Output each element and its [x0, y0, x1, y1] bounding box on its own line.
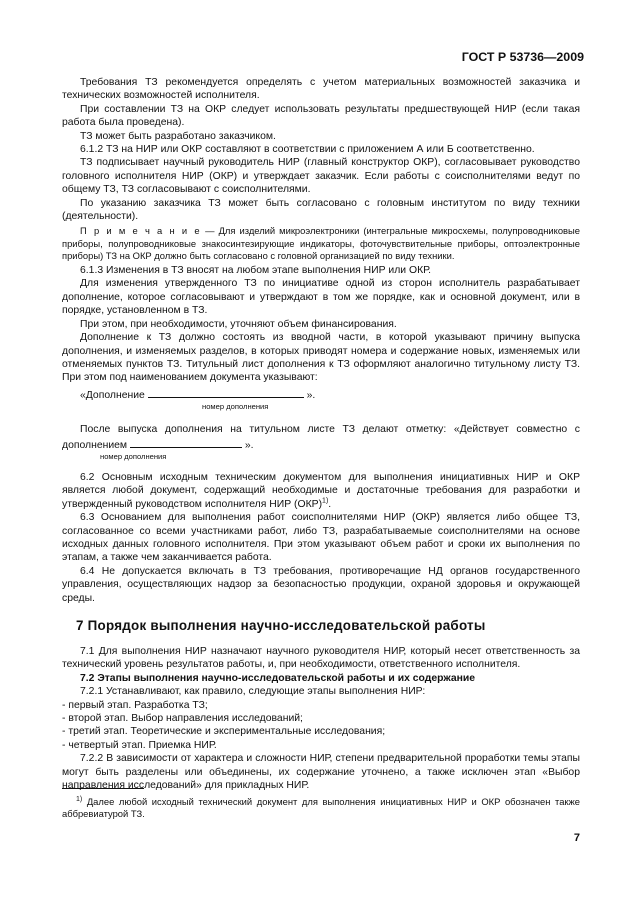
- note-text: — Для изделий микроэлектроники (интегральные микросхемы, полупроводниковые приборы, полупроводниковые знакосинтезирующие индикаторы, фоточувствительные приборы, оптоэлектронные приборы) ТЗ на ОКР должно быть согласовано с головной организацией по виду техники.: [62, 225, 580, 261]
- list-item: - первый этап. Разработка ТЗ;: [62, 699, 208, 711]
- paragraph: При этом, при необходимости, уточняют объем финансирования.: [80, 318, 397, 330]
- paragraph: После выпуска дополнения на титульном листе ТЗ делают отметку: «Действует совместно с дополнением ».: [62, 424, 580, 451]
- footnote-ref: 1): [322, 497, 329, 505]
- blank-field: [130, 437, 242, 448]
- blank-field: [148, 387, 304, 398]
- list-item: - четвертый этап. Приемка НИР.: [62, 739, 217, 751]
- fill-caption: номер дополнения: [202, 402, 269, 412]
- note-label: П р и м е ч а н и е: [80, 225, 202, 237]
- footnote-separator: [62, 788, 144, 789]
- section-title: 7 Порядок выполнения научно-исследовательской работы: [76, 618, 486, 634]
- fill-caption: номер дополнения: [100, 451, 167, 461]
- paragraph: 7.1 Для выполнения НИР назначают научного руководителя НИР, который несет ответственность за технический уровень результатов работы, и, при необходимости, ответственного исполнителя.: [62, 646, 580, 671]
- list-item: - второй этап. Выбор направления исследований;: [62, 713, 303, 725]
- document-body: [62, 76, 580, 792]
- paragraph: 7.2.2 В зависимости от характера и сложности НИР, степени предварительной проработки темы этапы могут быть разделены или объединены, их содержание уточнено, а также исключен этап «Выбор направления исследований» для прикладных НИР.: [62, 753, 580, 792]
- paragraph: 7.2.1 Устанавливают, как правило, следующие этапы выполнения НИР:: [80, 686, 426, 698]
- paragraph: 6.2 Основным исходным техническим документом для выполнения инициативных НИР и ОКР является любой документ, содержащий необходимые и достаточные требования для разработки и утвержденный руководством исполнителя НИР (ОКР)$^{1)}$.: [62, 471, 580, 510]
- paragraph: Дополнение к ТЗ должно состоять из вводной части, в которой указывают причину выпуска дополнения, и изменяемых разделов, в которых приводят номера и содержание новых, изменяемых или отменяемых пунктов ТЗ. Титульный лист дополнения к ТЗ оформляют аналогично титульному листу ТЗ. При этом под наименованием документа указывают:: [62, 332, 580, 384]
- footnote: [62, 796, 580, 821]
- document-code: ГОСТ Р 53736—2009: [461, 50, 584, 64]
- footnote-text: Далее любой исходный технический документ для выполнения инициативных НИР и ОКР обозначен также аббревиатурой ТЗ.: [62, 796, 580, 820]
- list-item: - третий этап. Теоретические и экспериментальные исследования;: [62, 726, 386, 738]
- paragraph: По указанию заказчика ТЗ может быть согласовано с головным институтом по виду техники (деятельности).: [62, 197, 580, 223]
- paragraph: 6.3 Основанием для выполнения работ соисполнителями НИР (ОКР) является либо общее ТЗ, согласованное со всеми участниками работ, либо ТЗ, разрабатываемые соисполнителями на основе исходных данных головного исполнителя. При этом указывают объем работ и сроки их выполнения по этапам, а также чем заканчивается работа.: [62, 512, 580, 564]
- paragraph: 6.1.3 Изменения в ТЗ вносят на любом этапе выполнения НИР или ОКР.: [80, 265, 431, 277]
- paragraph: При составлении ТЗ на ОКР следует использовать результаты предшествующей НИР (если такая работа была проведена).: [62, 103, 580, 129]
- paragraph: 6.4 Не допускается включать в ТЗ требования, противоречащие НД органов государственного управления, осуществляющих надзор за безопасностью продукции, охраной здоровья и окружающей среды.: [62, 565, 580, 604]
- paragraph: ТЗ может быть разработано заказчиком.: [80, 130, 276, 142]
- paragraph: ТЗ подписывает научный руководитель НИР (главный конструктор ОКР), согласовывает руководство головного исполнителя НИР (ОКР) и утверждает заказчик. Если работы с соисполнителями ведут по общему ТЗ, ТЗ согласовывают с соисполнителями.: [62, 157, 580, 196]
- paragraph: Требования ТЗ рекомендуется определять с учетом материальных возможностей заказчика и технических возможностей исполнителя.: [62, 77, 580, 102]
- fill-line-addendum: «Дополнение ».: [62, 387, 580, 402]
- paragraph: 6.1.2 ТЗ на НИР или ОКР составляют в соответствии с приложением А или Б соответственно.: [80, 144, 535, 156]
- note-paragraph: [62, 225, 580, 262]
- footnote-mark: 1): [76, 795, 83, 803]
- page-number: 7: [573, 832, 580, 844]
- paragraph: Для изменения утвержденного ТЗ по инициативе одной из сторон исполнитель разрабатывает дополнение, которое согласовывают и утверждают в том же порядке, как и основной документ, или в порядке, установленном в ТЗ.: [62, 278, 580, 317]
- subsection-title: 7.2 Этапы выполнения научно-исследовательской работы и их содержание: [80, 672, 476, 684]
